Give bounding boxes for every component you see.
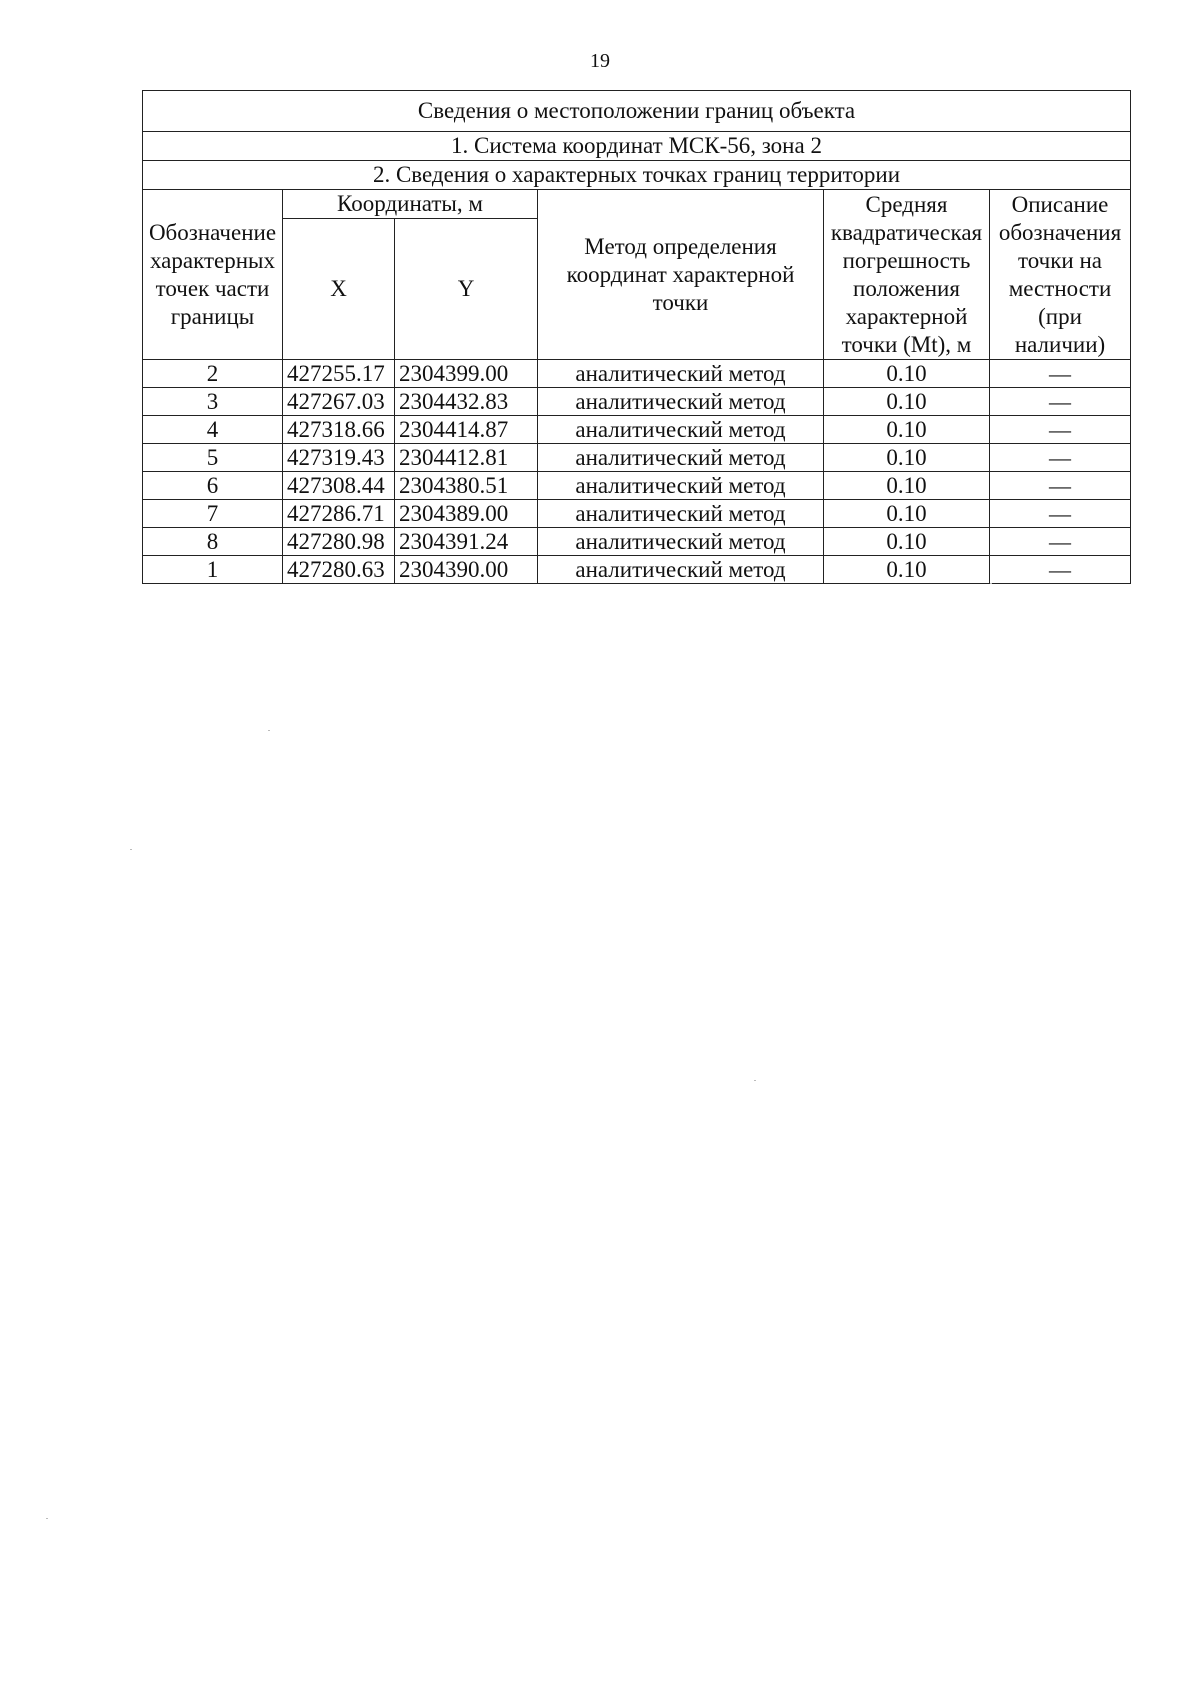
point-cell: 8 (143, 528, 283, 556)
y-cell: 2304432.83 (395, 388, 538, 416)
table-row (143, 444, 1131, 472)
table-row (143, 360, 1131, 388)
description-cell: — (990, 444, 1131, 472)
method-cell: аналитический метод (538, 360, 824, 388)
description-cell: — (990, 360, 1131, 388)
x-cell: 427280.63 (283, 556, 395, 584)
table-row (143, 416, 1131, 444)
method-cell: аналитический метод (538, 500, 824, 528)
y-cell: 2304390.00 (395, 556, 538, 584)
accuracy-cell: 0.10 (824, 528, 990, 556)
description-cell: — (990, 556, 1131, 584)
x-cell: 427308.44 (283, 472, 395, 500)
accuracy-cell: 0.10 (824, 388, 990, 416)
accuracy-cell: 0.10 (824, 360, 990, 388)
table-row (143, 556, 1131, 584)
table-row (143, 528, 1131, 556)
y-cell: 2304380.51 (395, 472, 538, 500)
description-cell: — (990, 500, 1131, 528)
point-cell: 3 (143, 388, 283, 416)
table-row (143, 500, 1131, 528)
y-cell: 2304412.81 (395, 444, 538, 472)
scan-speck (46, 1518, 48, 1519)
point-cell: 6 (143, 472, 283, 500)
y-cell: 2304389.00 (395, 500, 538, 528)
x-cell: 427319.43 (283, 444, 395, 472)
x-cell: 427255.17 (283, 360, 395, 388)
point-cell: 7 (143, 500, 283, 528)
header-description: Описание обозначения точки на местности (при наличии) (990, 190, 1131, 360)
header-coordinates: Координаты, м (283, 190, 538, 219)
header-accuracy: Средняя квадратическая погрешность положения характерной точки (Mt), м (824, 190, 990, 360)
accuracy-cell: 0.10 (824, 444, 990, 472)
header-point-designation: Обозначение характерных точек части границы (143, 190, 283, 360)
description-cell: — (990, 416, 1131, 444)
method-cell: аналитический метод (538, 444, 824, 472)
method-cell: аналитический метод (538, 388, 824, 416)
coordinate-system-row (143, 132, 1131, 161)
scan-speck (268, 730, 270, 731)
table-title: Сведения о местоположении границ объекта (143, 91, 1131, 132)
coordinate-system: 1. Система координат МСК-56, зона 2 (143, 132, 1131, 161)
x-cell: 427286.71 (283, 500, 395, 528)
method-cell: аналитический метод (538, 528, 824, 556)
header-row-1 (143, 190, 1131, 219)
scan-speck (130, 849, 132, 850)
point-cell: 1 (143, 556, 283, 584)
table-title-row (143, 91, 1131, 132)
section-title: 2. Сведения о характерных точках границ территории (143, 161, 1131, 190)
point-cell: 2 (143, 360, 283, 388)
scan-speck (990, 583, 992, 584)
section-title-row (143, 161, 1131, 190)
method-cell: аналитический метод (538, 472, 824, 500)
y-cell: 2304391.24 (395, 528, 538, 556)
boundary-points-table (142, 90, 1131, 584)
scan-speck (754, 1080, 756, 1081)
y-cell: 2304399.00 (395, 360, 538, 388)
accuracy-cell: 0.10 (824, 472, 990, 500)
y-cell: 2304414.87 (395, 416, 538, 444)
header-y: Y (395, 219, 538, 360)
x-cell: 427280.98 (283, 528, 395, 556)
x-cell: 427318.66 (283, 416, 395, 444)
description-cell: — (990, 528, 1131, 556)
method-cell: аналитический метод (538, 556, 824, 584)
method-cell: аналитический метод (538, 416, 824, 444)
accuracy-cell: 0.10 (824, 500, 990, 528)
accuracy-cell: 0.10 (824, 556, 990, 584)
table-row (143, 472, 1131, 500)
page-number: 19 (590, 50, 610, 72)
table-row (143, 388, 1131, 416)
accuracy-cell: 0.10 (824, 416, 990, 444)
point-cell: 5 (143, 444, 283, 472)
point-cell: 4 (143, 416, 283, 444)
description-cell: — (990, 388, 1131, 416)
header-method: Метод определения координат характерной точки (538, 190, 824, 360)
description-cell: — (990, 472, 1131, 500)
header-x: X (283, 219, 395, 360)
x-cell: 427267.03 (283, 388, 395, 416)
